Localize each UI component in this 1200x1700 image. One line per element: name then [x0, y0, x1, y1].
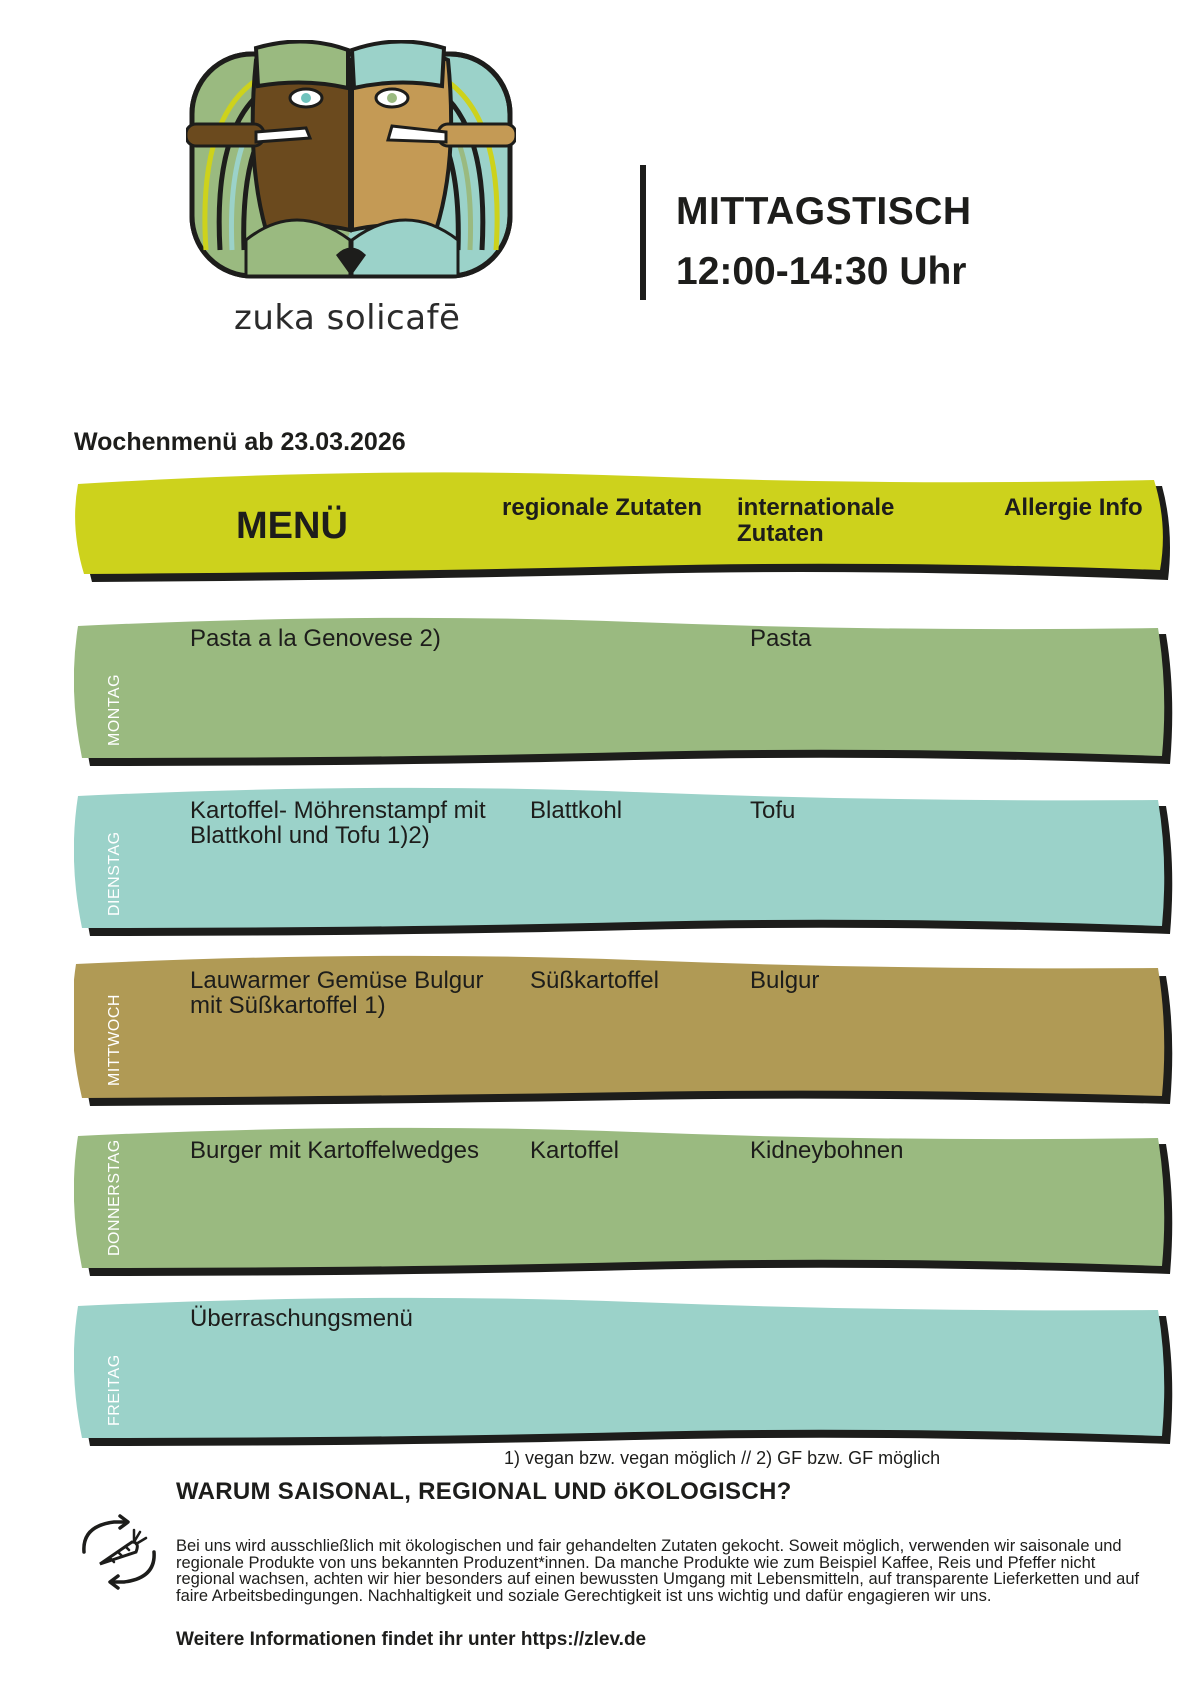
menu-row-monday	[74, 614, 1174, 774]
opening-hours: 12:00-14:30 Uhr	[676, 250, 967, 293]
menu-header: MENÜ	[236, 505, 348, 547]
regional-header: regionale Zutaten	[502, 494, 703, 521]
why-heading: WARUM SAISONAL, REGIONAL UND öKOLOGISCH?	[176, 1478, 792, 1505]
recycle-carrot-icon	[74, 1512, 164, 1592]
allergy-header: Allergie Info	[1004, 494, 1143, 521]
week-label: Wochenmenü ab 23.03.2026	[74, 428, 406, 456]
page-title: MITTAGSTISCH	[676, 190, 972, 233]
menu-row-wednesday	[74, 954, 1174, 1114]
day-label-friday: FREITAG	[106, 1354, 123, 1426]
international-wednesday: Bulgur	[750, 967, 820, 994]
regional-tuesday: Blattkohl	[530, 797, 623, 824]
international-thursday: Kidneybohnen	[750, 1137, 904, 1164]
menu-row-thursday	[74, 1124, 1174, 1284]
allergen-footnote: 1) vegan bzw. vegan möglich // 2) GF bzw. GF möglich	[504, 1448, 941, 1468]
international-tuesday: Tofu	[750, 797, 796, 824]
menu-row-friday	[74, 1294, 1174, 1454]
international-header: internationale Zutaten	[737, 494, 895, 547]
dish-wednesday: Lauwarmer Gemüse Bulgur mit Süßkartoffel 1)	[190, 967, 484, 1019]
regional-thursday: Kartoffel	[530, 1137, 619, 1164]
dish-monday: Pasta a la Genovese 2)	[190, 625, 441, 652]
day-label-thursday: DONNERSTAG	[106, 1139, 123, 1256]
dish-friday: Überraschungsmenü	[190, 1305, 413, 1332]
menu-row-tuesday	[74, 784, 1174, 944]
dish-tuesday: Kartoffel- Möhrenstampf mit Blattkohl und Tofu 1)2)	[190, 797, 486, 849]
sustainability-text: Bei uns wird ausschließlich mit ökologischen und fair gehandelten Zutaten gekocht. Soweit möglich, verwenden wir saisonale und regionale Produkte von uns bekannten Produzent*innen. Da manche Produkte wie zum Beispiel Kaffee, Reis und Pfeffer nicht regional wachsen, achten wir hier besonders auf einen bewussten Umgang mit Lebensmitteln, auf transparente Lieferketten und auf faire Arbeitsbedingungen. Nachhaltigkeit und soziale Gerechtigkeit ist uns wichtig und dafür engagieren wir uns.	[176, 1537, 1140, 1605]
zuka-logo-illustration	[186, 40, 516, 285]
dish-thursday: Burger mit Kartoffelwedges	[190, 1137, 480, 1164]
day-label-wednesday: MITTWOCH	[106, 994, 123, 1086]
day-label-tuesday: DIENSTAG	[106, 831, 123, 916]
day-label-monday: MONTAG	[106, 673, 123, 746]
regional-wednesday: Süßkartoffel	[530, 967, 659, 994]
more-info-link: Weitere Informationen findet ihr unter https://zlev.de	[176, 1629, 647, 1650]
brand-name: zuka solicafē	[234, 298, 461, 338]
header-divider	[640, 165, 646, 300]
international-monday: Pasta	[750, 625, 812, 652]
